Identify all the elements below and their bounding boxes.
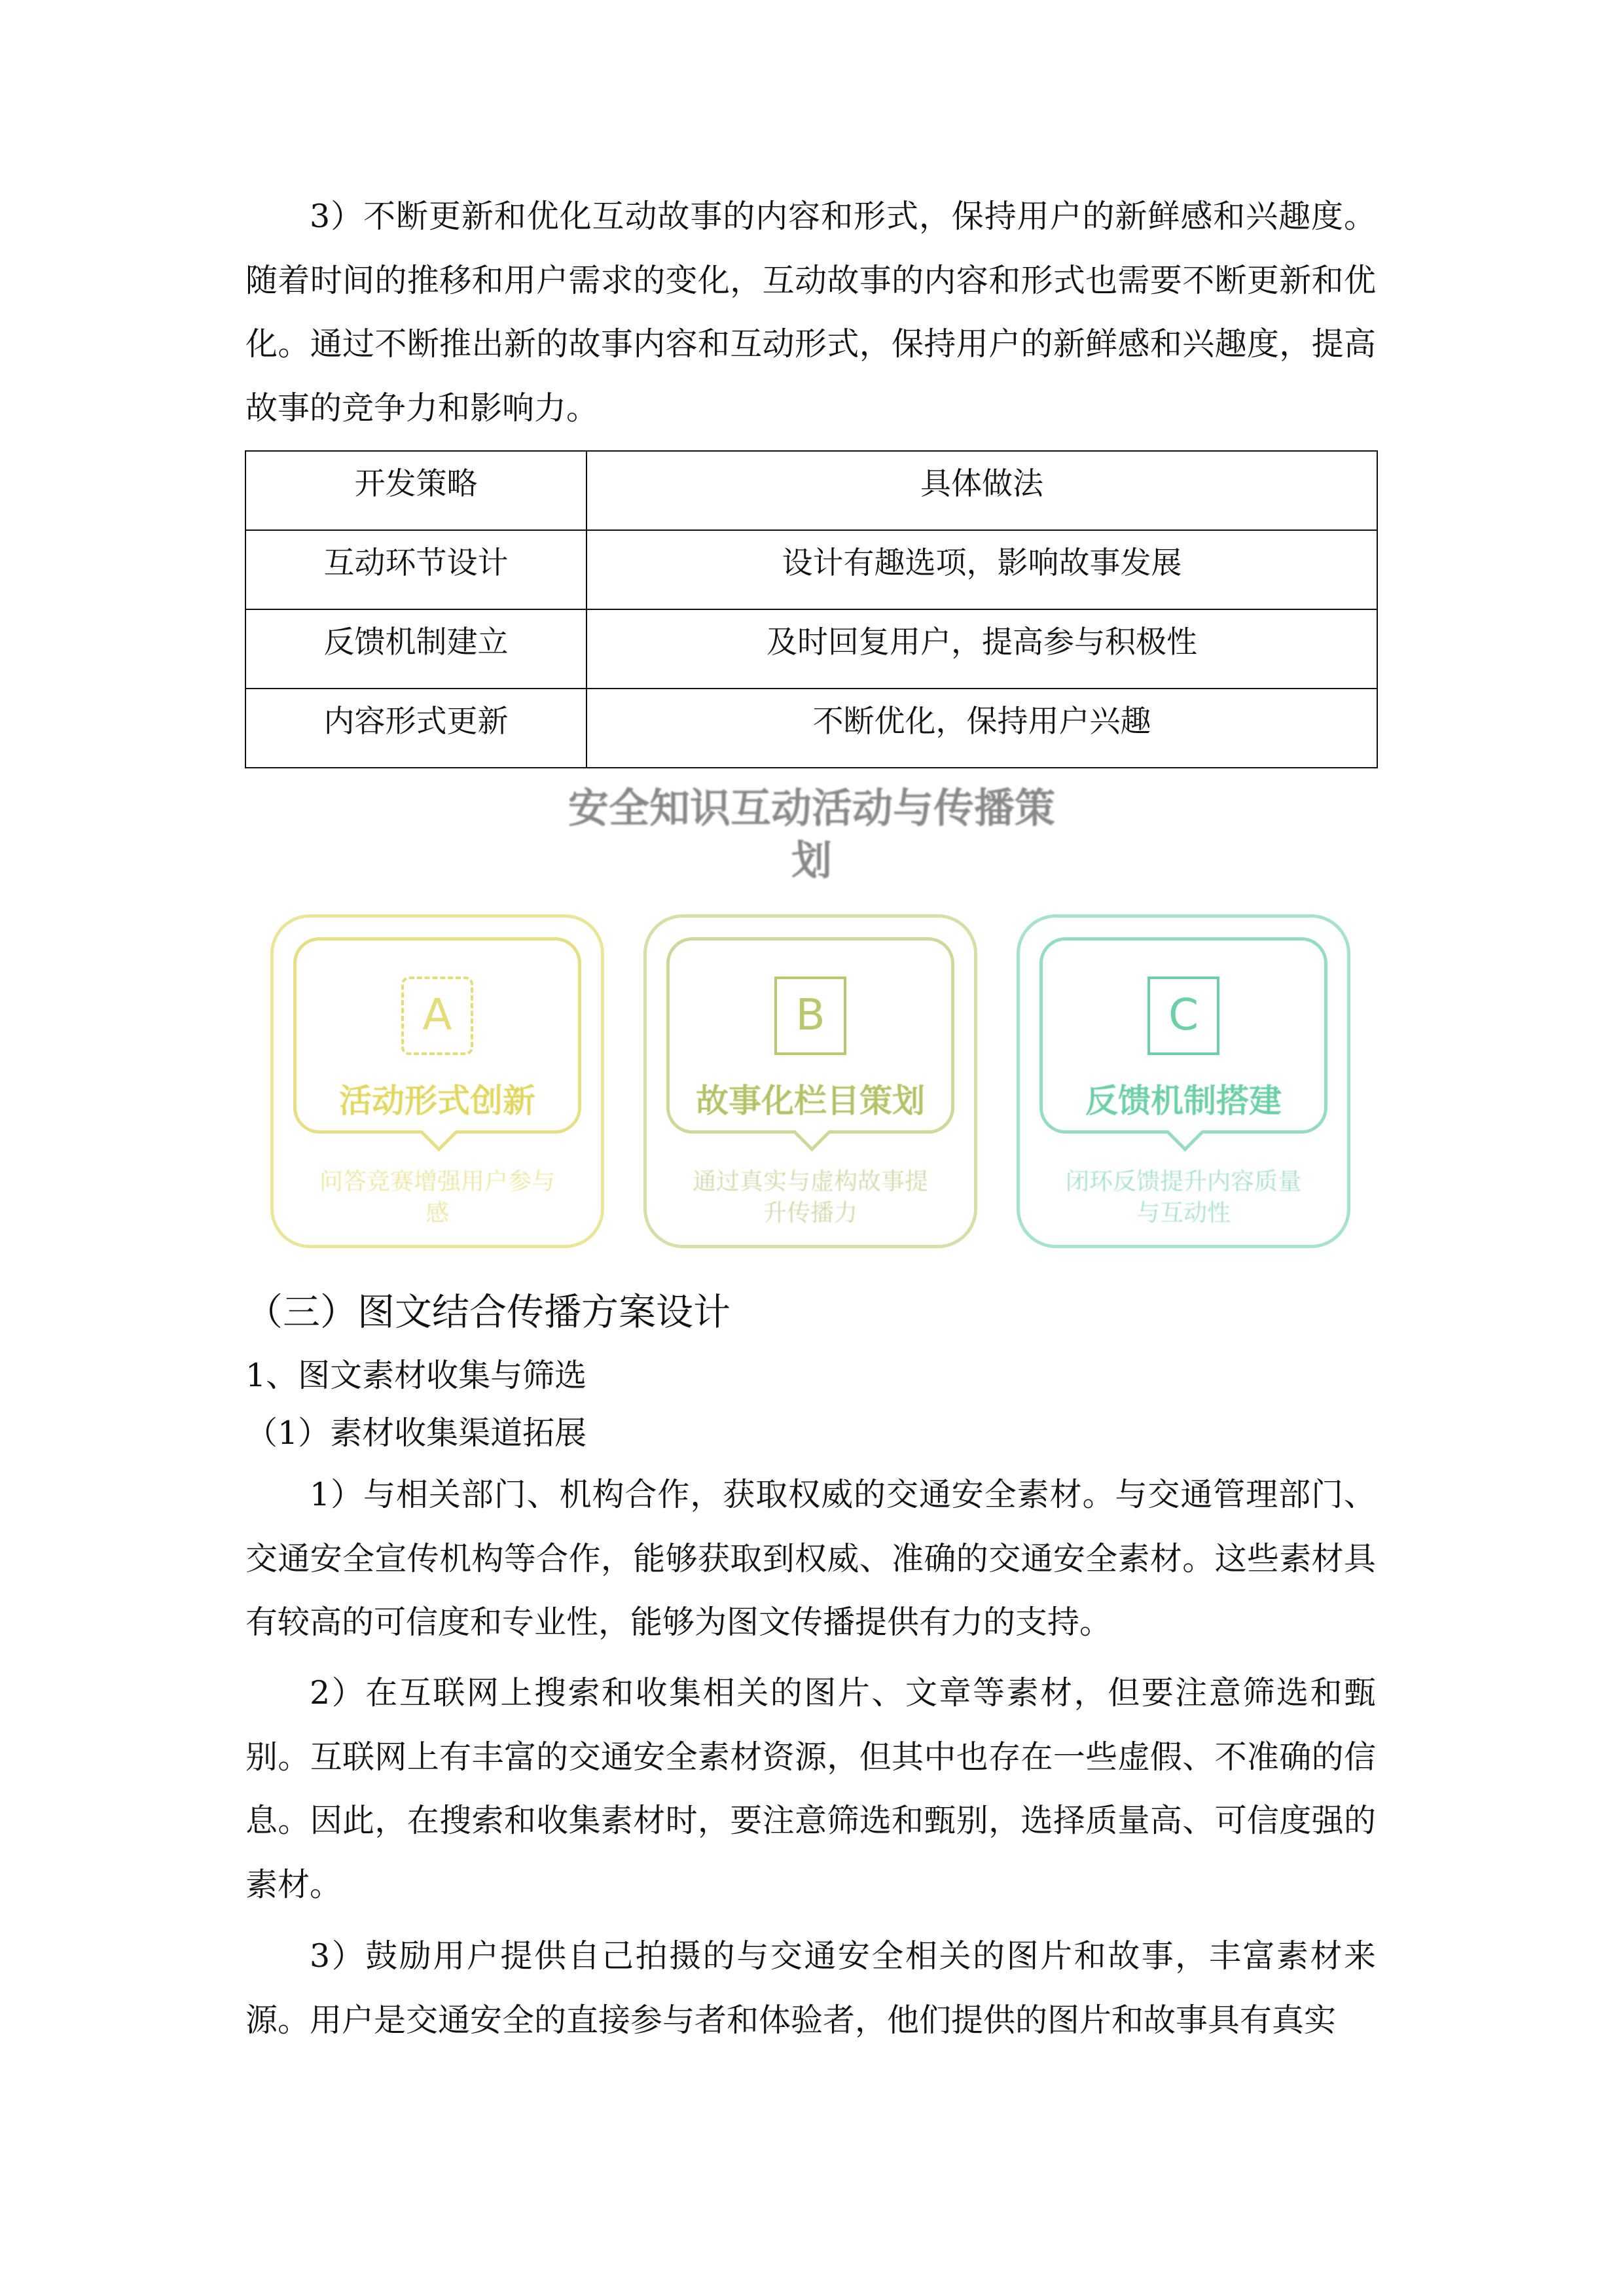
- table-cell: 不断优化，保持用户兴趣: [586, 689, 1377, 768]
- table-header: 开发策略: [245, 451, 586, 530]
- paragraph-1: 1）与相关部门、机构合作，获取权威的交通安全素材。与交通管理部门、交通安全宣传机构等合作，能够获取到权威、准确的交通安全素材。这些素材具有较高的可信度和专业性，能够为图文传播提供有力的支持。: [245, 1476, 1376, 1641]
- card-bubble: [1039, 937, 1327, 1134]
- paragraph-2: 2）在互联网上搜索和收集相关的图片、文章等素材，但要注意筛选和甄别。互联网上有丰富的交通安全素材资源，但其中也存在一些虚假、不准确的信息。因此，在搜索和收集素材时，要注意筛选和甄别，选择质量高、可信度强的素材。: [245, 1674, 1376, 1903]
- subheading-2: （1）素材收集渠道拓展: [245, 1414, 587, 1452]
- card-title: 故事化栏目策划: [696, 1082, 925, 1120]
- letter-b-icon: B: [774, 977, 846, 1055]
- card-bubble: [666, 937, 954, 1134]
- intro-paragraph: 3）不断更新和优化互动故事的内容和形式，保持用户的新鲜感和兴趣度。随着时间的推移和用户需求的变化，互动故事的内容和形式也需要不断更新和优化。通过不断推出新的故事内容和互动形式，保持用户的新鲜感和兴趣度，提高故事的竞争力和影响力。: [245, 198, 1376, 427]
- card-desc: 通过真实与虚构故事提升传播力: [692, 1168, 928, 1227]
- table-header: 具体做法: [586, 451, 1377, 530]
- table-cell: 内容形式更新: [245, 689, 586, 768]
- paragraph-3: 3）鼓励用户提供自己拍摄的与交通安全相关的图片和故事，丰富素材来源。用户是交通安全的直接参与者和体验者，他们提供的图片和故事具有真实: [245, 1937, 1376, 2039]
- table-cell: 互动环节设计: [245, 530, 586, 609]
- card-title: 活动形式创新: [339, 1082, 535, 1120]
- card-c: [1017, 914, 1350, 1248]
- table-row: [245, 530, 1377, 609]
- card-bubble: [293, 937, 581, 1134]
- card-desc: 问答竞赛增强用户参与感: [319, 1168, 555, 1227]
- card-desc: 闭环反馈提升内容质量与互动性: [1065, 1168, 1301, 1227]
- letter-c-icon: C: [1147, 977, 1219, 1055]
- table-row: [245, 689, 1377, 768]
- table-cell: 设计有趣选项，影响故事发展: [586, 530, 1377, 609]
- table-cell: 及时回复用户，提高参与积极性: [586, 609, 1377, 689]
- infographic-title: 安全知识互动活动与传播策划: [568, 784, 1055, 884]
- section-heading: （三）图文结合传播方案设计: [245, 1291, 731, 1334]
- subheading-1: 1、图文素材收集与筛选: [245, 1357, 587, 1394]
- table-row: [245, 609, 1377, 689]
- strategy-table: [245, 450, 1378, 768]
- table-header-row: [245, 451, 1377, 530]
- card-b: [643, 914, 977, 1248]
- card-a: [270, 914, 604, 1248]
- table-cell: 反馈机制建立: [245, 609, 586, 689]
- letter-a-icon: A: [401, 977, 473, 1055]
- card-title: 反馈机制搭建: [1085, 1082, 1282, 1120]
